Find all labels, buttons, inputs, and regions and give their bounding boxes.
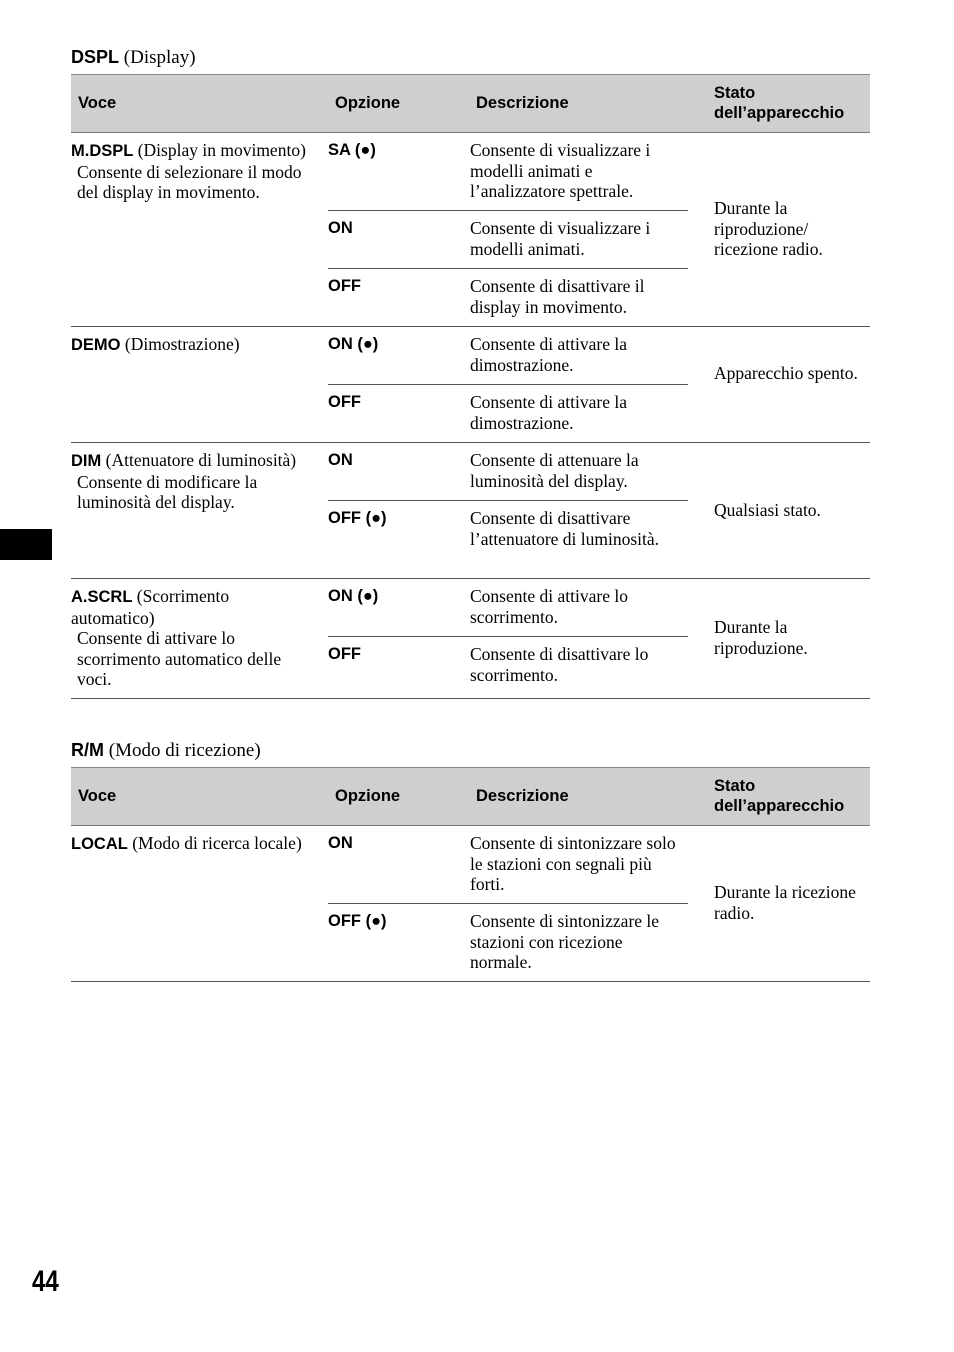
option-description: Consente di disattivare il display in movimento. [470, 276, 645, 317]
option-value: OFF [328, 393, 361, 411]
voce-description: Consente di selezionare il modo del display in movimento. [77, 161, 302, 202]
voce-name: DIM [71, 452, 102, 470]
header-stato-line2: dell’apparecchio [714, 797, 845, 815]
option-value: SA (●) [328, 141, 376, 159]
option-value: OFF [328, 645, 361, 663]
voce-name-paren: (Attenuatore di luminosità) [105, 450, 297, 470]
option-description: Consente di attivare lo scorrimento. [470, 586, 628, 627]
dspl-table [71, 74, 870, 699]
header-descrizione: Descrizione [476, 94, 569, 112]
section-title-paren: (Display) [123, 47, 196, 68]
voce-name-paren: (Modo di ricerca locale) [132, 833, 302, 853]
voce-cell [71, 334, 311, 356]
option-value: OFF (●) [328, 912, 387, 930]
voce-description: Consente di attivare lo scorrimento automatico delle voci. [77, 628, 282, 689]
table-row [71, 826, 870, 982]
header-stato [714, 776, 844, 816]
option-row [328, 268, 688, 326]
stato-cell: Durante la riproduzione. [714, 617, 808, 658]
voce-cell [71, 586, 311, 690]
table-header [71, 74, 870, 133]
section-title-bold: R/M [71, 740, 104, 760]
option-row [328, 579, 688, 636]
option-row [328, 500, 688, 578]
voce-cell [71, 833, 311, 855]
voce-name-paren: (Scorrimento automatico) [71, 586, 230, 628]
voce-cell [71, 140, 311, 203]
header-stato-line2: dell’apparecchio [714, 104, 845, 122]
header-stato-line1: Stato [714, 777, 756, 795]
option-value: ON [328, 451, 353, 469]
table-row [71, 443, 870, 579]
option-description: Consente di sintonizzare le stazioni con ricezione normale. [470, 911, 660, 972]
voce-cell [71, 450, 311, 513]
option-value: OFF [328, 277, 361, 295]
voce-description: Consente di modificare la luminosità del display. [77, 471, 258, 512]
voce-name-paren: (Display in movimento) [137, 140, 306, 160]
header-opzione: Opzione [335, 787, 401, 805]
section-tab-marker [0, 529, 52, 560]
header-voce: Voce [78, 787, 117, 805]
rm-table [71, 767, 870, 982]
option-description: Consente di attivare la dimostrazione. [470, 334, 627, 375]
stato-cell: Durante la riproduzione/ ricezione radio. [714, 198, 823, 259]
voce-name: DEMO [71, 336, 121, 354]
option-row [328, 210, 688, 268]
option-row [328, 327, 688, 384]
option-description: Consente di visualizzare i modelli animati e l’analizzatore spettrale. [470, 140, 651, 201]
table-header [71, 767, 870, 826]
header-descrizione: Descrizione [476, 787, 569, 805]
option-value: ON (●) [328, 587, 379, 605]
stato-cell: Apparecchio spento. [714, 363, 858, 383]
option-row [328, 133, 688, 210]
option-row [328, 826, 688, 903]
option-row [328, 443, 688, 500]
header-stato-line1: Stato [714, 84, 756, 102]
header-stato [714, 83, 844, 123]
option-value: OFF (●) [328, 509, 387, 527]
option-value: ON [328, 834, 353, 852]
option-value: ON [328, 219, 353, 237]
table-row [71, 327, 870, 443]
option-row [328, 636, 688, 698]
option-description: Consente di sintonizzare solo le stazioni con segnali più forti. [470, 833, 676, 894]
option-description: Consente di disattivare lo scorrimento. [470, 644, 649, 685]
section-title-rm [71, 739, 261, 762]
table-row [71, 579, 870, 699]
option-description: Consente di attenuare la luminosità del display. [470, 450, 639, 491]
stato-cell: Qualsiasi stato. [714, 500, 821, 520]
voce-name: A.SCRL [71, 588, 133, 606]
option-description: Consente di visualizzare i modelli animati. [470, 218, 651, 259]
voce-name: LOCAL [71, 835, 128, 853]
section-title-paren: (Modo di ricezione) [108, 740, 261, 761]
header-voce: Voce [78, 94, 117, 112]
section-title-dspl [71, 46, 196, 69]
option-row [328, 384, 688, 442]
voce-name: M.DSPL [71, 142, 134, 160]
option-description: Consente di attivare la dimostrazione. [470, 392, 627, 433]
header-opzione: Opzione [335, 94, 401, 112]
page-number: 44 [32, 1265, 59, 1298]
voce-name-paren: (Dimostrazione) [124, 334, 240, 354]
option-row [328, 903, 688, 981]
option-description: Consente di disattivare l’attenuatore di luminosità. [470, 508, 660, 549]
table-row [71, 133, 870, 327]
stato-cell: Durante la ricezione radio. [714, 882, 856, 923]
section-title-bold: DSPL [71, 47, 120, 67]
option-value: ON (●) [328, 335, 379, 353]
